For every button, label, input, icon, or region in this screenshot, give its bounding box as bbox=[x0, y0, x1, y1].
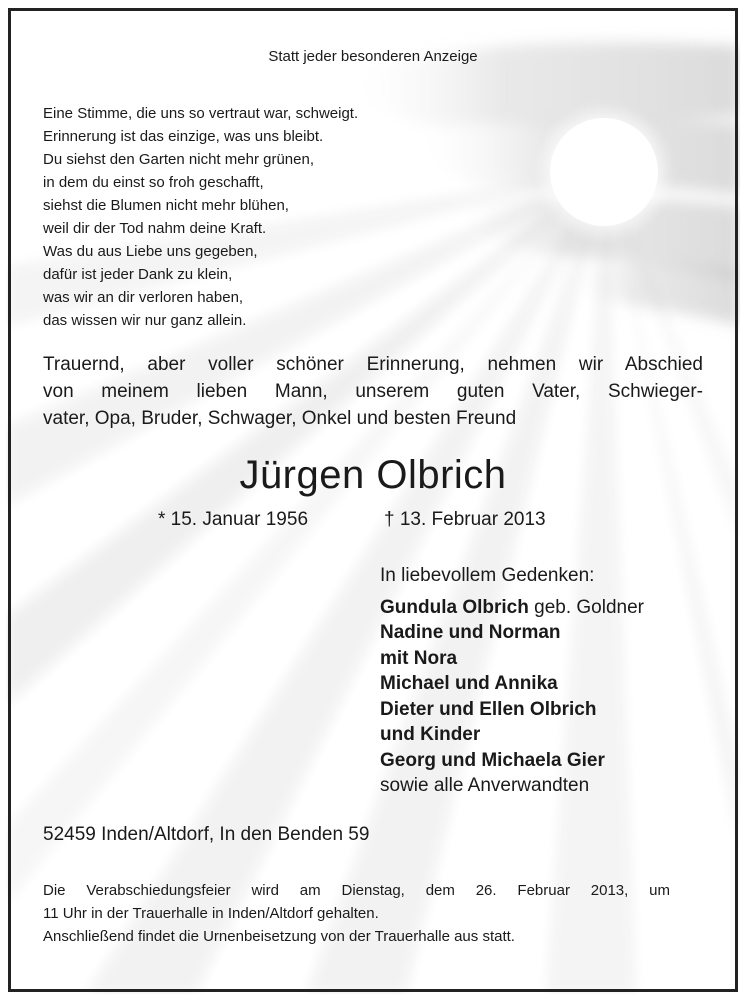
family-address: 52459 Inden/Altdorf, In den Benden 59 bbox=[43, 824, 370, 845]
poem-line: das wissen wir nur ganz allein. bbox=[43, 312, 247, 329]
mourner-line: Georg und Michaela Gier bbox=[380, 749, 605, 771]
mourners-intro: In liebevollem Gedenken: bbox=[380, 565, 595, 586]
funeral-line: Anschließend findet die Urnenbeisetzung von der Trauerhalle aus statt. bbox=[43, 928, 515, 945]
poem-line: Eine Stimme, die uns so vertraut war, schweigt. bbox=[43, 105, 359, 122]
deceased-name: Jürgen Olbrich bbox=[239, 453, 507, 497]
intro-line: von meinem lieben Mann, unserem guten Vater, Schwieger- bbox=[43, 381, 703, 402]
funeral-line: Die Verabschiedungsfeier wird am Dienstag, dem 26. Februar 2013, um bbox=[43, 882, 670, 899]
poem-line: in dem du einst so froh geschafft, bbox=[43, 174, 264, 191]
intro-line: Trauernd, aber voller schöner Erinnerung, nehmen wir Abschied bbox=[43, 354, 703, 375]
poem-line: Erinnerung ist das einzige, was uns bleibt. bbox=[43, 128, 324, 145]
poem-line: was wir an dir verloren haben, bbox=[43, 289, 244, 306]
mourner-line: mit Nora bbox=[380, 647, 458, 669]
poem bbox=[43, 102, 358, 332]
notice-header: Statt jeder besonderen Anzeige bbox=[268, 48, 478, 65]
mourner-suffix: geb. Goldner bbox=[528, 596, 644, 618]
funeral-details bbox=[43, 879, 670, 948]
death-date: † 13. Februar 2013 bbox=[384, 509, 546, 530]
mourners-list bbox=[380, 563, 644, 799]
intro-line: vater, Opa, Bruder, Schwager, Onkel und besten Freund bbox=[43, 408, 517, 429]
obituary-notice bbox=[6, 6, 740, 994]
mourner-line bbox=[380, 595, 644, 621]
birth-date: * 15. Januar 1956 bbox=[158, 509, 309, 530]
funeral-line: 11 Uhr in der Trauerhalle in Inden/Altdorf gehalten. bbox=[43, 905, 379, 922]
mourner-line: Dieter und Ellen Olbrich bbox=[380, 698, 597, 720]
poem-line: dafür ist jeder Dank zu klein, bbox=[43, 266, 233, 283]
mourners-closing: sowie alle Anverwandten bbox=[380, 775, 590, 796]
farewell-intro bbox=[43, 351, 703, 432]
poem-line: weil dir der Tod nahm deine Kraft. bbox=[43, 220, 267, 237]
poem-line: Was du aus Liebe uns gegeben, bbox=[43, 243, 258, 260]
mourner-line: und Kinder bbox=[380, 724, 481, 745]
poem-line: siehst die Blumen nicht mehr blühen, bbox=[43, 197, 289, 214]
mourner-name: Gundula Olbrich bbox=[380, 596, 529, 618]
mourner-line: Nadine und Norman bbox=[380, 622, 561, 643]
mourner-line: Michael und Annika bbox=[380, 673, 558, 694]
poem-line: Du siehst den Garten nicht mehr grünen, bbox=[43, 151, 314, 168]
